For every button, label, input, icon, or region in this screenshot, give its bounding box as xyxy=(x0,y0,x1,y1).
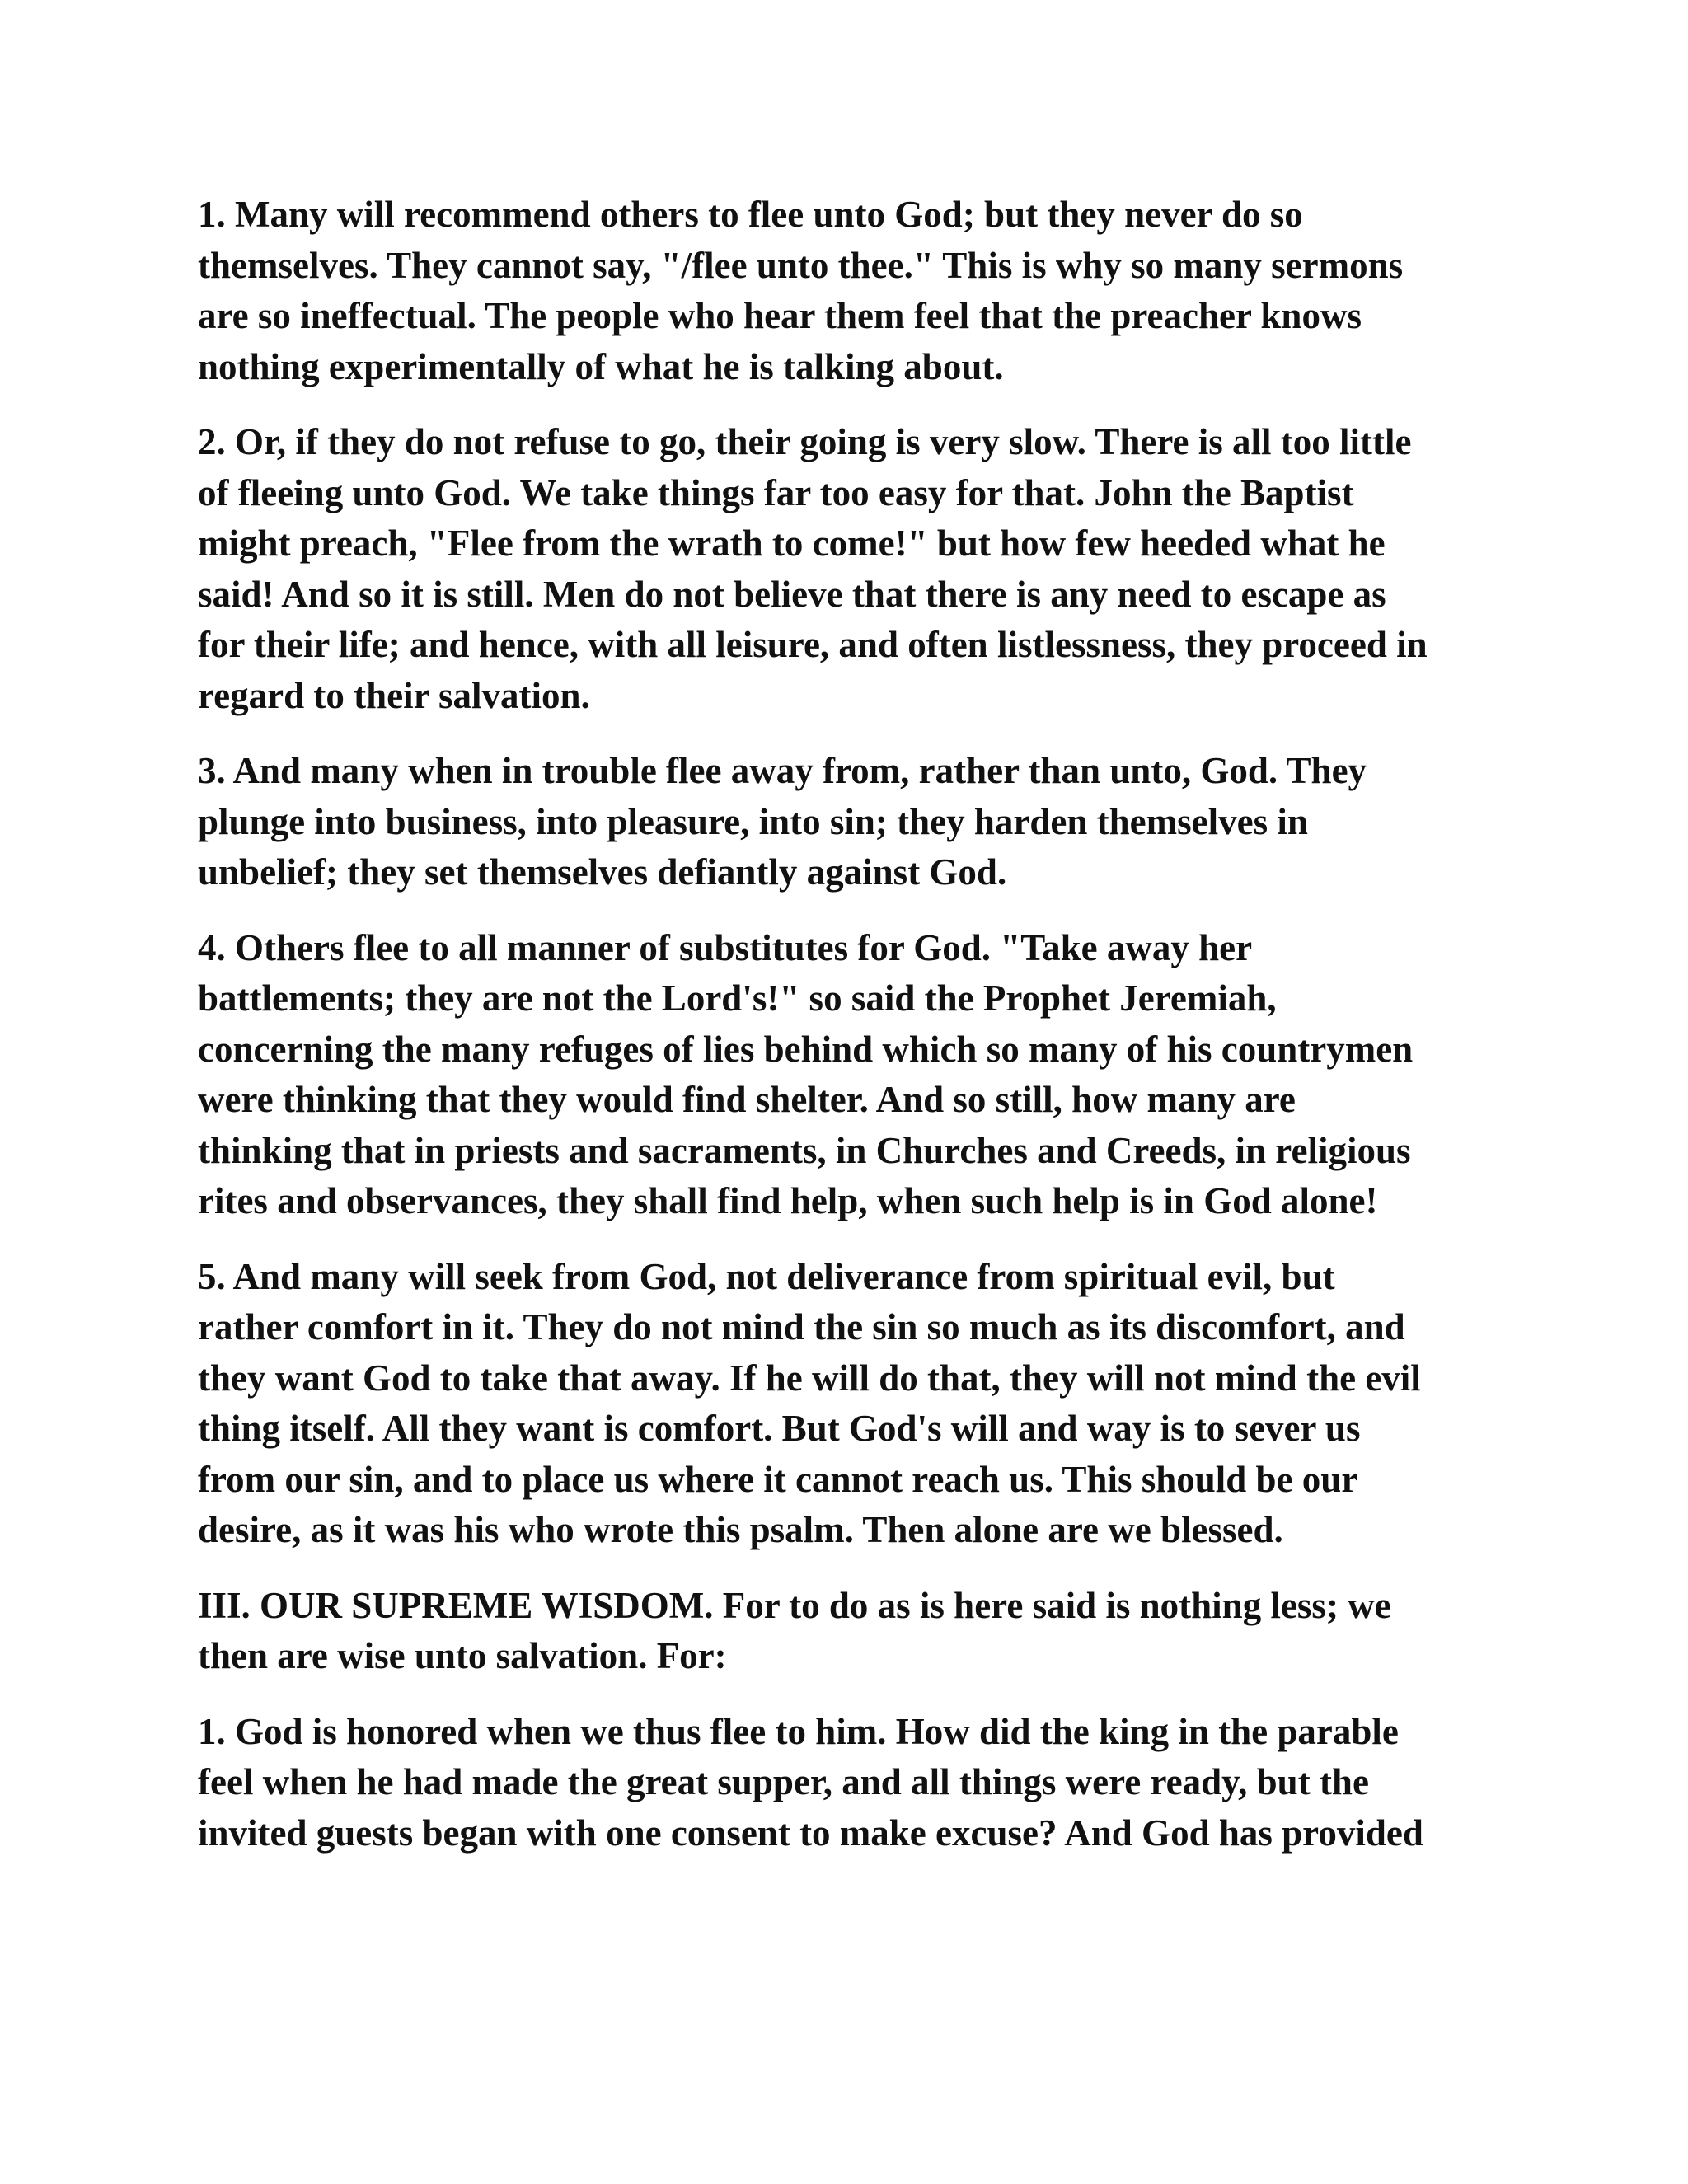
text-line: then are wise unto salvation. For: xyxy=(198,1635,727,1676)
paragraph-2 xyxy=(198,417,1500,721)
text-line: battlements; they are not the Lord's!" so said the Prophet Jeremiah, xyxy=(198,977,1277,1019)
text-line: said! And so it is still. Men do not believe that there is any need to escape as xyxy=(198,573,1386,615)
text-line: feel when he had made the great supper, and all things were ready, but the xyxy=(198,1761,1369,1802)
text-line: might preach, "Flee from the wrath to come!" but how few heeded what he xyxy=(198,523,1386,564)
text-line: 1. Many will recommend others to flee unto God; but they never do so xyxy=(198,194,1303,235)
text-line: 4. Others flee to all manner of substitutes for God. "Take away her xyxy=(198,926,1253,968)
paragraph-5 xyxy=(198,1252,1500,1556)
text-line: were thinking that they would find shelter. And so still, how many are xyxy=(198,1079,1296,1120)
text-line: themselves. They cannot say, "/flee unto thee." This is why so many sermons xyxy=(198,244,1404,286)
paragraph-1 xyxy=(198,190,1500,392)
paragraph-3 xyxy=(198,746,1500,898)
text-line: they want God to take that away. If he will do that, they will not mind the evil xyxy=(198,1357,1421,1399)
text-line: for their life; and hence, with all leisure, and often listlessness, they proceed in xyxy=(198,624,1428,665)
text-line: unbelief; they set themselves defiantly against God. xyxy=(198,851,1007,893)
text-line: 3. And many when in trouble flee away from, rather than unto, God. They xyxy=(198,750,1367,791)
text-line: concerning the many refuges of lies behind which so many of his countrymen xyxy=(198,1028,1414,1070)
text-line: desire, as it was his who wrote this psalm. Then alone are we blessed. xyxy=(198,1509,1283,1550)
text-line: are so ineffectual. The people who hear them feel that the preacher knows xyxy=(198,295,1362,336)
text-line: of fleeing unto God. We take things far too easy for that. John the Baptist xyxy=(198,471,1354,513)
text-line: thinking that in priests and sacraments, in Churches and Creeds, in religious xyxy=(198,1129,1411,1171)
paragraph-6 xyxy=(198,1707,1500,1859)
text-line: 2. Or, if they do not refuse to go, their going is very slow. There is all too little xyxy=(198,421,1412,462)
section-heading-paragraph xyxy=(198,1581,1500,1682)
text-line: plunge into business, into pleasure, into sin; they harden themselves in xyxy=(198,800,1308,842)
text-line: regard to their salvation. xyxy=(198,674,590,716)
text-line: rather comfort in it. They do not mind the sin so much as its discomfort, and xyxy=(198,1306,1405,1347)
text-line: nothing experimentally of what he is talking about. xyxy=(198,345,1004,387)
document-body xyxy=(198,190,1500,1883)
text-line: thing itself. All they want is comfort. But God's will and way is to sever us xyxy=(198,1408,1361,1449)
text-line: invited guests began with one consent to make excuse? And God has provided xyxy=(198,1811,1423,1854)
text-line: III. OUR SUPREME WISDOM. For to do as is here said is nothing less; we xyxy=(198,1584,1391,1626)
text-line: from our sin, and to place us where it cannot reach us. This should be our xyxy=(198,1458,1358,1500)
text-line: rites and observances, they shall find help, when such help is in God alone! xyxy=(198,1180,1378,1221)
text-line: 1. God is honored when we thus flee to him. How did the king in the parable xyxy=(198,1710,1399,1752)
paragraph-4 xyxy=(198,923,1500,1227)
text-line: 5. And many will seek from God, not deliverance from spiritual evil, but xyxy=(198,1255,1335,1297)
